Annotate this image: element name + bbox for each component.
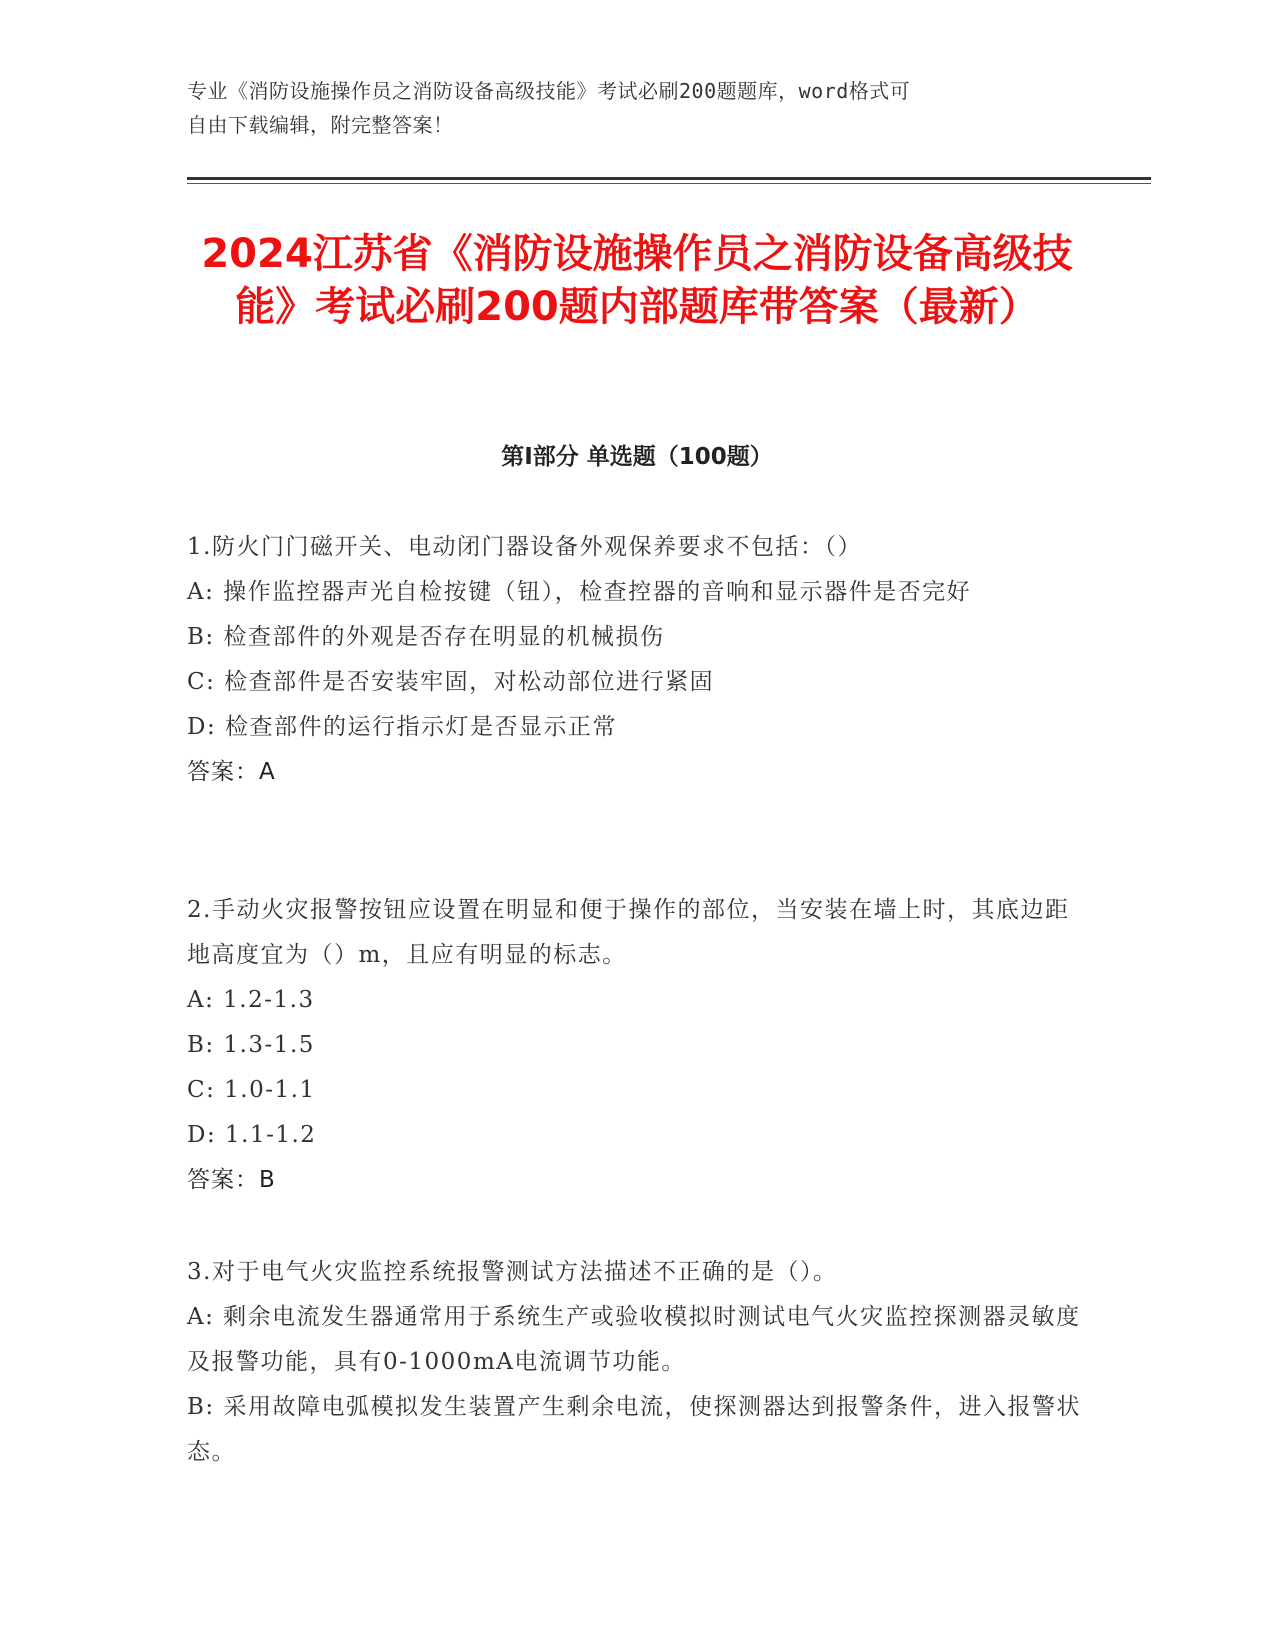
- question-stem: 3.对于电气火灾监控系统报警测试方法描述不正确的是（）。: [187, 1259, 838, 1285]
- section-heading: 第I部分 单选题（100题）: [501, 444, 773, 470]
- option-b: B: 检查部件的外观是否存在明显的机械损伤: [187, 624, 665, 650]
- header-note: [187, 74, 1087, 142]
- option-c: C: 检查部件是否安装牢固，对松动部位进行紧固: [187, 669, 715, 695]
- question-2: [187, 888, 1087, 1203]
- question-1: [187, 525, 1087, 795]
- option-b: B: 采用故障电弧模拟发生装置产生剩余电流，使探测器达到报警条件，进入报警状态。: [187, 1394, 1081, 1465]
- header-divider-thick: [187, 177, 1151, 180]
- answer-line: 答案：A: [187, 759, 276, 785]
- document-title: 2024江苏省《消防设施操作员之消防设备高级技能》考试必刷200题内部题库带答案（最新）: [201, 231, 1073, 330]
- option-d: D: 1.1-1.2: [187, 1122, 317, 1148]
- question-stem: 2.手动火灾报警按钮应设置在明显和便于操作的部位，当安装在墙上时，其底边距地高度宜为（）m，且应有明显的标志。: [187, 897, 1070, 968]
- header-divider-thin: [187, 183, 1151, 184]
- option-b: B: 1.3-1.5: [187, 1032, 315, 1058]
- question-stem: 1.防火门门磁开关、电动闭门器设备外观保养要求不包括：（）: [187, 534, 862, 560]
- option-a: A: 剩余电流发生器通常用于系统生产或验收模拟时测试电气火灾监控探测器灵敏度及报警功能，具有0-1000mA电流调节功能。: [187, 1304, 1081, 1375]
- answer-line: 答案：B: [187, 1167, 276, 1193]
- option-a: A: 操作监控器声光自检按键（钮），检查控器的音响和显示器件是否完好: [187, 579, 972, 605]
- option-c: C: 1.0-1.1: [187, 1077, 316, 1103]
- question-3: [187, 1250, 1087, 1475]
- option-a: A: 1.2-1.3: [187, 987, 315, 1013]
- header-note-line-1: 专业《消防设施操作员之消防设备高级技能》考试必刷200题题库，word格式可: [187, 79, 911, 103]
- header-note-line-2: 自由下载编辑，附完整答案！: [187, 113, 454, 137]
- option-d: D: 检查部件的运行指示灯是否显示正常: [187, 714, 618, 740]
